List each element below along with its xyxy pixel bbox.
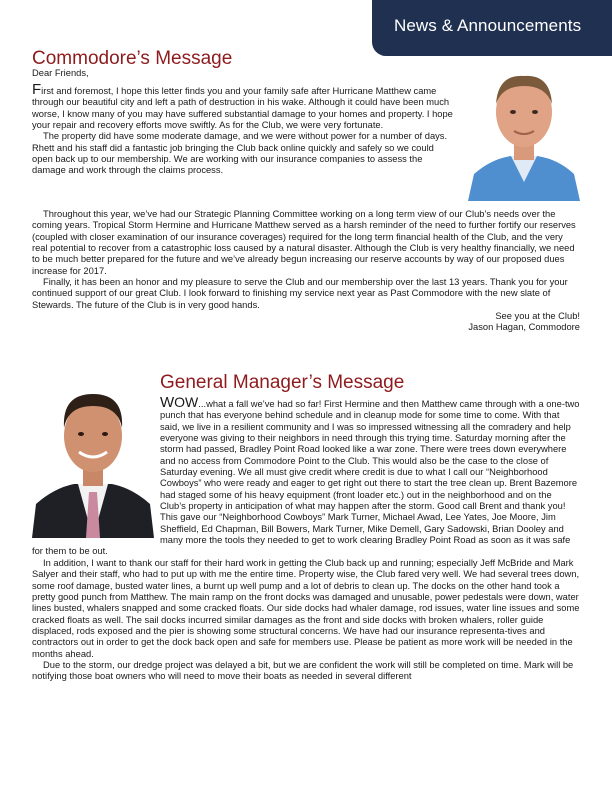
gm-paragraph-1: WOW...what a fall we’ve had so far! First Hermine and then Matthew came through with a one-two punch that has everyone behind schedule and in cleanup mode for some time to come. With that said, we live in a resilient community and I was so impressed witnessing all the comradery and help everyone was giving to their neighbors in need through this trying time. Saturday morning after the storm had passed, Bradley Point Road looked like a war zone. There were trees down everywhere and no access from Commodore Point to the Club. This would also be the case to the close of Saturday evening. We all must give credit where credit is due to what I call our “Neighborhood Cowboys” who were ready and eager to get right out there to start the tree clean up. Brent Bazemore had staged some of his heavy equipment (front loader etc.) out in the neighborhood and on the Club’s property in anticipation of what may happen after the storm. Good call Brent and thank you! This gave our “Neighborhood Cowboys” Mark Turner, Michael Awad, Lee Yates, Joe Moore, Jim Sheffield, Ed Chapman, Bill Bowers, Mark Turner, Mike Demell, Gary Sadowski, Brian Dooley and many more the tools they needed to get to work clearing Bradley Point Road as soon as it was safe for them to be out.: [32, 394, 580, 557]
commodore-paragraph-4: Finally, it has been an honor and my pleasure to serve the Club and our membership over the last 13 years. Thank you for your continued support of our great Club. I look forward to finishing my service next year as Past Commodore with the new slate of Stewards. The future of the Club is in very good hands.: [32, 277, 568, 310]
commodore-paragraph-3: Throughout this year, we’ve had our Strategic Planning Committee working on a long term view of our Club’s needs over the coming years. Tropical Storm Hermine and Hurricane Matthew served as a harsh reminder of the need to further fortify our reserves (coupled with closer examination of our insurance coverages) required for the long term financial health of the Club, and the very real potential to recover from a catastrophic loss caused by a natural disaster. Although the Club is very healthy financially, we need to be much better prepared for the future and we’ve already begun increasing our reserve accounts by way of our proposed dues increase for 2017.: [32, 209, 576, 276]
commodore-paragraph-1: First and foremost, I hope this letter finds you and your family safe after Hurricane Matthew came through our beautiful city and left a path of destruction in his wake. Although it could have been much worse, I know many of you may have suffered substantial damage to your homes and property. I hope your repair and recovery efforts move swiftly. As for the Club, we were very fortunate.: [32, 81, 453, 131]
commodore-closing: See you at the Club!: [495, 311, 580, 322]
gm-heading: General Manager’s Message: [160, 372, 405, 393]
commodore-paragraph-2: The property did have some moderate damage, and we were without power for a number of days. Rhett and his staff did a fantastic job bringing the Club back online quickly and safely so we could open back up to our membership. We are working with our insurance companies to assess the damage and work through the claims process.: [32, 131, 448, 176]
commodore-signature: Jason Hagan, Commodore: [468, 322, 580, 333]
gm-paragraph-3: Due to the storm, our dredge project was delayed a bit, but we are confident the work will still be completed on time. Mark will be notifying those boat owners who will need to move their boats as needed in several different: [32, 659, 574, 682]
banner-title: News & Announcements: [394, 16, 582, 35]
section-banner: [372, 0, 612, 56]
drop-cap: F: [32, 81, 42, 98]
commodore-photo: [466, 64, 582, 201]
drop-cap: W: [160, 394, 175, 411]
photo-wrap-spacer: [32, 397, 160, 539]
gm-paragraph-2: In addition, I want to thank our staff for their hard work in getting the Club back up and running; especially Jeff McBride and Mark Salyer and their staff, who had to put up with me the entire time. Property wise, the Club fared very well. We had several trees down, some roof damage, busted water lines, a burnt up well pump and a lot of debris to clean up. The docks on the other hand took a pretty good punch from Matthew. The main ramp on the front docks was damaged and unusable, power pedestals were down, water lines busted, whalers snapped and some cracked floats. Our side docks had whaler damage, rod issues, water line issues and some cracked floats as well. The sail docks incurred similar damages as the front and side docks with broken whalers, roller guide displaced, rods exposed and the pier is showing some structural concerns. We have had our insurance representa-tives and contractors out in order to get the dock back open and safe for members use. Please be patient as more work will be needed in the months ahead.: [32, 557, 580, 659]
commodore-salutation: Dear Friends,: [32, 68, 89, 78]
commodore-heading: Commodore’s Message: [32, 48, 233, 69]
small-caps-lead: OW: [174, 394, 199, 410]
